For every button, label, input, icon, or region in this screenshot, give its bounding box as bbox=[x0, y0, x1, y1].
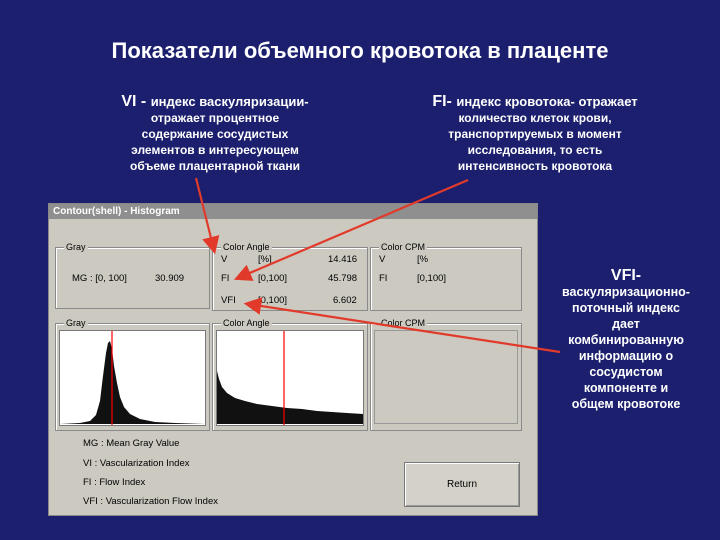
legend-mg: MG : Mean Gray Value bbox=[83, 438, 180, 449]
vi-abbr: VI - bbox=[121, 93, 151, 110]
cpm-fi-label: FI bbox=[379, 273, 388, 284]
vfi-line: компоненте и bbox=[583, 381, 669, 395]
vfi-line: общем кровотоке bbox=[571, 397, 681, 411]
vi-heading: индекс васкуляризации- bbox=[150, 94, 309, 109]
cpm-fi-range: [0,100] bbox=[417, 273, 447, 284]
vi-arrow bbox=[196, 178, 214, 250]
legend-fi: FI : Flow Index bbox=[83, 477, 146, 488]
fi-line: интенсивность кровотока bbox=[457, 159, 613, 173]
color-angle-group-label: Color Angle bbox=[223, 242, 270, 252]
vfi-line: информацию о bbox=[578, 349, 674, 363]
gray-histogram-label: Gray bbox=[66, 318, 86, 328]
ca-v-value: 14.416 bbox=[328, 254, 358, 265]
vfi-line: сосудистом bbox=[589, 365, 663, 379]
cpm-v-label: V bbox=[379, 254, 386, 265]
fi-line: количество клеток крови, bbox=[458, 111, 612, 125]
vi-line: отражает процентное bbox=[150, 111, 280, 125]
ca-fi-range: [0,100] bbox=[258, 273, 288, 284]
window-titlebar[interactable]: Contour(shell) - Histogram bbox=[49, 204, 537, 219]
ca-fi-value: 45.798 bbox=[328, 273, 358, 284]
gray-group-label: Gray bbox=[66, 242, 86, 252]
mg-label: MG : [0, 100] bbox=[72, 273, 127, 284]
vfi-line: поточный индекс bbox=[572, 301, 680, 315]
ca-fi-label: FI bbox=[221, 273, 230, 284]
ca-v-label: V bbox=[221, 254, 228, 265]
ca-v-unit: [%] bbox=[258, 254, 272, 265]
color-cpm-histogram-label: Color CPM bbox=[381, 318, 426, 328]
vi-line: объеме плацентарной ткани bbox=[130, 159, 300, 173]
color-cpm-group-label: Color CPM bbox=[381, 242, 426, 252]
color-angle-histogram-label: Color Angle bbox=[223, 318, 270, 328]
cpm-v-unit: [% bbox=[417, 254, 429, 265]
legend-vi: VI : Vascularization Index bbox=[83, 458, 190, 469]
fi-line: исследования, то есть bbox=[467, 143, 603, 157]
ca-vfi-label: VFI bbox=[221, 295, 236, 306]
ca-vfi-value: 6.602 bbox=[333, 295, 357, 306]
slide-title: Показатели объемного кровотока в плаценте bbox=[111, 38, 609, 63]
vfi-line: дает bbox=[612, 317, 640, 331]
vi-line: элементов в интересующем bbox=[131, 143, 299, 157]
fi-abbr: FI- bbox=[432, 93, 457, 110]
fi-line: транспортируемых в момент bbox=[448, 127, 622, 141]
vfi-line: васкуляризационно- bbox=[562, 285, 690, 299]
fi-arrow bbox=[238, 180, 468, 278]
ca-vfi-range: [0,100] bbox=[258, 295, 288, 306]
legend-vfi: VFI : Vascularization Flow Index bbox=[83, 496, 218, 507]
vfi-line: комбинированную bbox=[568, 333, 684, 347]
vfi-arrow bbox=[248, 304, 560, 352]
vi-line: содержание сосудистых bbox=[141, 127, 289, 141]
fi-heading: индекс кровотока- отражает bbox=[456, 94, 638, 109]
vfi-abbr: VFI- bbox=[610, 267, 642, 284]
mg-value: 30.909 bbox=[155, 273, 185, 284]
return-button[interactable]: Return bbox=[404, 462, 520, 507]
